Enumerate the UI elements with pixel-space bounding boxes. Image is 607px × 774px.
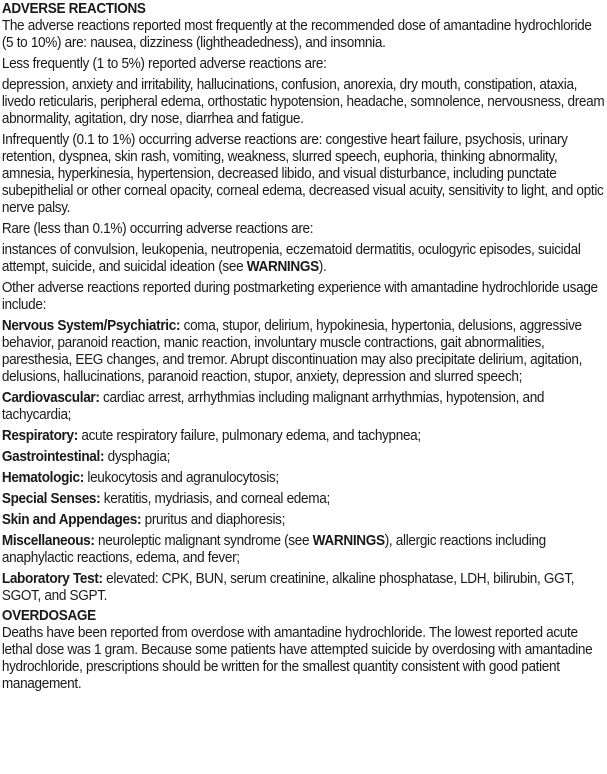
system-item-cardiovascular xyxy=(2,390,605,424)
system-text: pruritus and diaphoresis; xyxy=(141,512,286,528)
system-text: coma, stupor, delirium, hypokinesia, hypertonia, delusions, aggressive behavior, paranoid reaction, manic reaction, involuntary muscle contractions, gait abnormalities, paresthesia, EEG changes, and tremor. Abrupt discontinuation may also precipitate delirium, agitation, delusions, hallucinations, paranoid reaction, stupor, anxiety, depression and slurred speech; xyxy=(1,318,583,385)
rare-list-text: instances of convulsion, leukopenia, neutropenia, eczematoid dermatitis, oculogyric episodes, suicidal attempt, suicide, and suicidal ideation (see xyxy=(1,242,581,275)
adverse-paragraph-frequent: The adverse reactions reported most frequently at the recommended dose of amantadine hydrochloride (5 to 10%) are: nausea, dizziness (lightheadedness), and insomnia. xyxy=(1,18,592,51)
system-item-skin xyxy=(2,512,605,529)
system-label: Gastrointestinal: xyxy=(1,449,105,465)
adverse-paragraph-infrequent: Infrequently (0.1 to 1%) occurring adverse reactions are: congestive heart failure, psychosis, urinary retention, dyspnea, skin rash, vomiting, weakness, slurred speech, euphoria, thinking abnormality, amnesia, hyperkinesia, hypertension, decreased libido, and visual disturbance, including punctate subepithelial or other corneal opacity, corneal edema, decreased visual acuity, sensitivity to light, and optic nerve palsy. xyxy=(1,132,604,216)
system-text: keratitis, mydriasis, and corneal edema; xyxy=(100,491,330,507)
warnings-reference: WARNINGS xyxy=(246,259,319,275)
adverse-reactions-heading: ADVERSE REACTIONS xyxy=(1,1,146,17)
system-item-laboratory xyxy=(2,571,605,605)
adverse-paragraph-rare-list xyxy=(2,242,605,276)
adverse-paragraph-less-frequent-intro: Less frequently (1 to 5%) reported adverse reactions are: xyxy=(1,56,327,72)
system-text: neuroleptic malignant syndrome (see xyxy=(94,533,313,549)
system-item-gastrointestinal xyxy=(2,449,605,466)
overdosage-heading: OVERDOSAGE xyxy=(1,608,96,624)
system-item-miscellaneous xyxy=(2,533,605,567)
adverse-paragraph-rare-intro: Rare (less than 0.1%) occurring adverse reactions are: xyxy=(1,221,314,237)
system-label: Miscellaneous: xyxy=(1,533,95,549)
system-item-nervous xyxy=(2,318,605,386)
system-label: Nervous System/Psychiatric: xyxy=(1,318,181,334)
system-label: Laboratory Test: xyxy=(1,571,103,587)
system-text: acute respiratory failure, pulmonary edema, and tachypnea; xyxy=(77,428,421,444)
adverse-paragraph-postmarketing: Other adverse reactions reported during postmarketing experience with amantadine hydrochloride usage include: xyxy=(1,280,598,313)
system-text: cardiac arrest, arrhythmias including malignant arrhythmias, hypotension, and tachycardia; xyxy=(1,390,545,423)
system-label: Special Senses: xyxy=(1,491,101,507)
system-label: Skin and Appendages: xyxy=(1,512,142,528)
system-label: Respiratory: xyxy=(1,428,78,444)
system-text: leukocytosis and agranulocytosis; xyxy=(83,470,279,486)
system-text-end: ), allergic reactions including anaphylactic reactions, edema, and fever; xyxy=(1,533,546,566)
system-label: Hematologic: xyxy=(1,470,84,486)
overdosage-paragraph: Deaths have been reported from overdose with amantadine hydrochloride. The lowest reported acute lethal dose was 1 gram. Because some patients have attempted suicide by overdosing with amantadine hydrochloride, prescriptions should be written for the smallest quantity consistent with good patient management. xyxy=(1,625,593,692)
warnings-reference: WARNINGS xyxy=(312,533,385,549)
system-text: elevated: CPK, BUN, serum creatinine, alkaline phosphatase, LDH, bilirubin, GGT, SGOT, and SGPT. xyxy=(1,571,575,604)
system-item-special-senses xyxy=(2,491,605,508)
system-item-hematologic xyxy=(2,470,605,487)
system-text: dysphagia; xyxy=(104,449,171,465)
system-label: Cardiovascular: xyxy=(1,390,100,406)
rare-list-end: ). xyxy=(318,259,327,275)
system-item-respiratory xyxy=(2,428,605,445)
adverse-paragraph-less-frequent-list: depression, anxiety and irritability, hallucinations, confusion, anorexia, dry mouth, constipation, ataxia, livedo reticularis, peripheral edema, orthostatic hypotension, headache, somnolence, nervousness, dream abnormality, agitation, dry nose, diarrhea and fatigue. xyxy=(1,77,605,127)
